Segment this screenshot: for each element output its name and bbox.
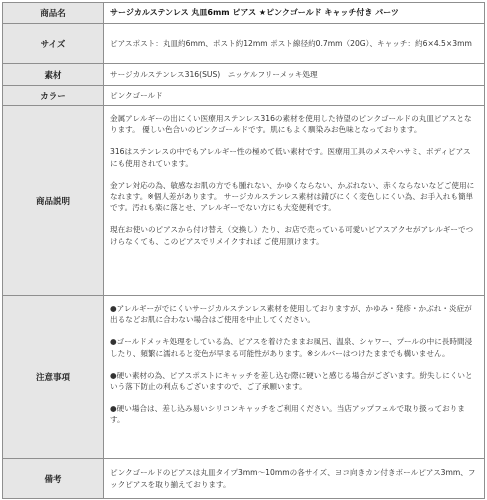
description-paragraph: 316はステンレスの中でもアレルギー性の極めて低い素材です。医療用工具のメスやハサミ、ボディピアスにも使用されています。: [110, 147, 471, 168]
notes-value: [104, 296, 485, 459]
notes-paragraph: ●アレルギーがでにくいサージカルステンレス素材を使用しておりますが、かゆみ・発疹・かぶれ・炎症が出るなどお肌に合わない場合はご使用を中止してください。: [110, 304, 472, 325]
notes-paragraph: ●硬い場合は、差し込み易いシリコンキャッチをご利用ください。当店アップフェルで取り扱っております。: [110, 404, 465, 425]
notes-paragraph: ●硬い素材の為、ピアスポストにキャッチを差し込む際に硬いと感じる場合がございます。紛失しにくいという落下防止の利点もございますので、ご了承願います。: [110, 370, 473, 392]
notes-label: 注意事項: [3, 296, 104, 459]
row-description: [3, 106, 485, 296]
description-label: 商品説明: [3, 106, 104, 296]
row-color: [3, 86, 485, 106]
row-notes: [3, 296, 485, 459]
material-value: サージカルステンレス316(SUS) ニッケルフリーメッキ処理: [104, 64, 485, 86]
row-product-name: [3, 3, 485, 24]
color-label: カラー: [3, 86, 104, 106]
size-label: サイズ: [3, 24, 104, 64]
color-value: ピンクゴールド: [104, 86, 485, 106]
description-paragraph: 金アレ対応の為、敏感なお肌の方でも腫れない、かゆくならない、かぶれない、赤くならないなどご使用になれます。※個人差があります。 サージカルステンレス素材は錆びにくく変色しにくい為、お手入れも簡単です。汚れも楽に落とせ、アレルギーでない方にも大変便利です。: [110, 180, 475, 213]
description-value: [104, 106, 485, 296]
product-name-value: サージカルステンレス 丸皿6mm ピアス ★ピンクゴールド キャッチ付き パーツ: [104, 3, 485, 24]
product-name-label: 商品名: [3, 3, 104, 24]
row-remarks: [3, 459, 485, 499]
remarks-value: ピンクゴールドのピアスは丸皿タイプ3mm〜10mmの各サイズ、ヨコ向きカン付きボールピアス3mm、フックピアスを取り揃えております。: [104, 459, 485, 499]
remarks-label: 備考: [3, 459, 104, 499]
description-paragraph: 金属アレルギーの出にくい医療用ステンレス316の素材を使用した待望のピンクゴールドの丸皿ピアスとなります。 優しい色合いのピンクゴールドです。肌にもよく馴染みお色味となっております。: [110, 114, 472, 135]
row-size: [3, 24, 485, 64]
size-value: ピアスポスト：丸皿約6mm、ポスト約12mm ポスト線径約0.7mm（20G）、キャッチ：約6×4.5×3mm: [104, 24, 485, 64]
material-label: 素材: [3, 64, 104, 86]
notes-paragraph: ●ゴールドメッキ処理をしている為、ピアスを着けたままお風呂、温泉、シャワー、プールの中に長時間浸したり、頻繁に濡れると変色が早まる可能性があります。※シルバーはつけたままでも構いません。: [110, 337, 473, 358]
row-material: [3, 64, 485, 86]
description-paragraph: 現在お使いのピアスから付け替え（交換し）たり、お店で売っている可愛いピアスアクセがアレルギーでつけらなくても、このピアスでリメイクすれば ご使用頂けます。: [110, 225, 474, 246]
product-spec-table: [2, 2, 485, 499]
